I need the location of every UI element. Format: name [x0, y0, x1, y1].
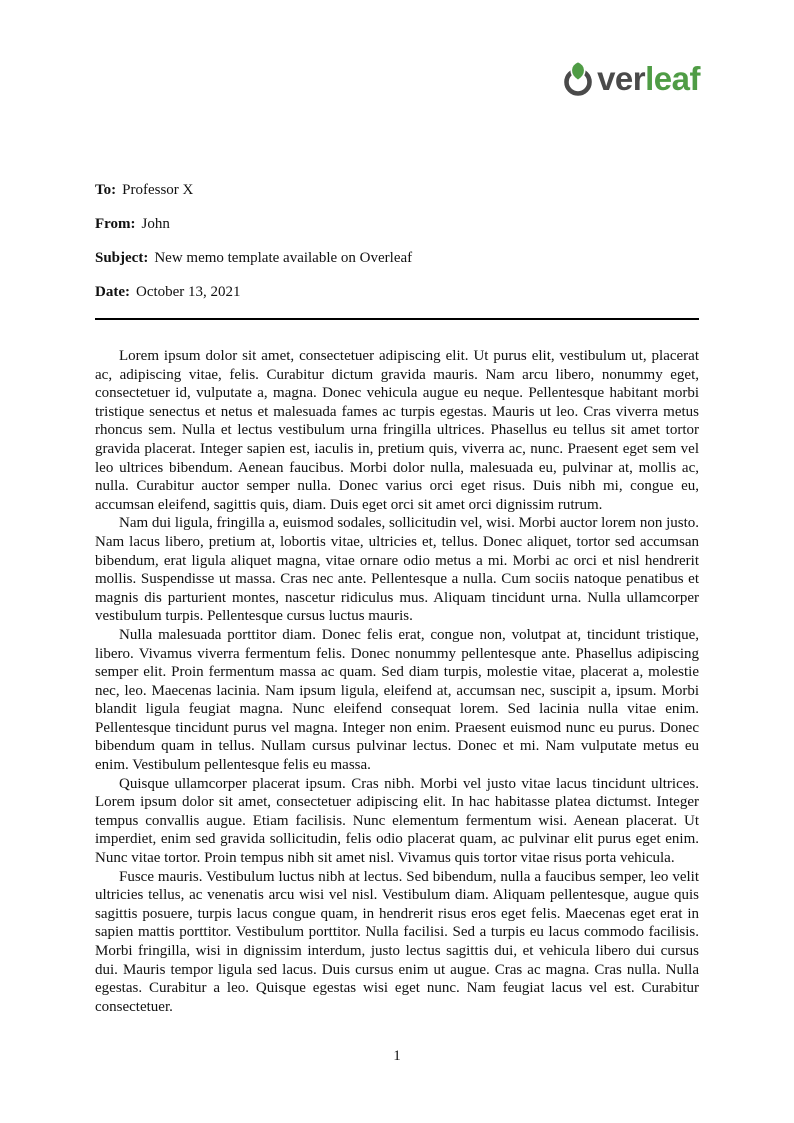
memo-content	[95, 182, 699, 1016]
overleaf-o-leaf-icon	[560, 60, 597, 97]
body-paragraph-5: Fusce mauris. Vestibulum luctus nibh at lectus. Sed bibendum, nulla a faucibus semper, leo velit ultricies tellus, ac venenatis arcu wisi vel nisl. Vestibulum diam. Aliquam pellentesque, augue quis sagittis posuere, turpis lacus congue quam, in hendrerit risus eros eget felis. Maecenas eget erat in sapien mattis porttitor. Vestibulum porttitor. Nulla facilisi. Sed a turpis eu lacus commodo facilisis. Morbi fringilla, wisi in dignissim interdum, justo lectus sagittis dui, et vehicula libero dui cursus dui. Mauris tempor ligula sed lacus. Duis cursus enim ut augue. Cras ac magna. Cras nulla. Nulla egestas. Curabitur a leo. Quisque egestas wisi eget nunc. Nam feugiat lacus vel est. Curabitur consectetuer.	[95, 868, 699, 1015]
memo-field-subject	[95, 250, 699, 267]
memo-field-subject-value: New memo template available on Overleaf	[154, 250, 413, 266]
memo-field-to-value: Professor X	[122, 182, 194, 198]
memo-header-fields	[95, 182, 699, 301]
memo-field-to	[95, 182, 699, 199]
memo-field-date	[95, 284, 699, 301]
memo-field-from	[95, 216, 699, 233]
memo-field-date-label: Date:	[95, 284, 130, 300]
overleaf-logo	[560, 60, 700, 97]
memo-body	[95, 347, 699, 1016]
memo-field-subject-label: Subject:	[95, 250, 149, 266]
body-paragraph-2: Nam dui ligula, fringilla a, euismod sodales, sollicitudin vel, wisi. Morbi auctor lorem non justo. Nam lacus libero, pretium at, lobortis vitae, ultricies et, tellus. Donec aliquet, tortor sed accumsan bibendum, erat ligula aliquet magna, vitae ornare odio metus a mi. Morbi ac orci et nisl hendrerit mollis. Suspendisse ut massa. Cras nec ante. Pellentesque a nulla. Cum sociis natoque penatibus et magnis dis parturient montes, nascetur ridiculus mus. Aliquam tincidunt urna. Nulla ullamcorper vestibulum turpis. Pellentesque cursus luctus mauris.	[95, 515, 699, 625]
header-divider-rule	[95, 318, 699, 320]
logo-text-green: leaf	[645, 60, 700, 97]
memo-field-from-label: From:	[95, 216, 136, 232]
memo-field-from-value: John	[141, 216, 170, 232]
body-paragraph-1: Lorem ipsum dolor sit amet, consectetuer adipiscing elit. Ut purus elit, vestibulum ut, placerat ac, adipiscing vitae, felis. Curabitur dictum gravida mauris. Nam arcu libero, nonummy eget, consectetuer id, vulputate a, magna. Donec vehicula augue eu neque. Pellentesque habitant morbi tristique senectus et netus et malesuada fames ac turpis egestas. Mauris ut leo. Cras viverra metus rhoncus sem. Nulla et lectus vestibulum urna fringilla ultrices. Phasellus eu tellus sit amet tortor gravida placerat. Integer sapien est, iaculis in, pretium quis, viverra ac, nunc. Praesent eget sem vel leo ultrices bibendum. Aenean faucibus. Morbi dolor nulla, malesuada eu, pulvinar at, mollis ac, nulla. Curabitur auctor semper nulla. Donec varius orci eget risus. Duis nibh mi, congue eu, accumsan eleifend, sagittis quis, diam. Duis eget orci sit amet orci dignissim rutrum.	[95, 348, 699, 513]
body-paragraph-4: Quisque ullamcorper placerat ipsum. Cras nibh. Morbi vel justo vitae lacus tincidunt ultrices. Lorem ipsum dolor sit amet, consectetuer adipiscing elit. In hac habitasse platea dictumst. Integer tempus convallis augue. Etiam facilisis. Nunc elementum fermentum wisi. Aenean placerat. Ut imperdiet, enim sed gravida sollicitudin, felis odio placerat quam, ac pulvinar elit purus eget enim. Nunc vitae tortor. Proin tempus nibh sit amet nisl. Vivamus quis tortor vitae risus porta vehicula.	[95, 775, 699, 867]
memo-field-date-value: October 13, 2021	[135, 284, 241, 300]
logo-text-gray: ver	[597, 60, 646, 97]
body-paragraph-3: Nulla malesuada porttitor diam. Donec felis erat, congue non, volutpat at, tincidunt tristique, libero. Vivamus viverra fermentum felis. Donec nonummy pellentesque ante. Phasellus adipiscing semper elit. Proin fermentum massa ac quam. Sed diam turpis, molestie vitae, placerat a, molestie nec, leo. Maecenas lacinia. Nam ipsum ligula, eleifend at, accumsan nec, suscipit a, ipsum. Morbi blandit ligula feugiat magna. Nunc eleifend consequat lorem. Sed lacinia nulla vitae enim. Pellentesque tincidunt purus vel magna. Integer non enim. Praesent euismod nunc eu purus. Donec bibendum quam in tellus. Nullam cursus pulvinar lectus. Donec et mi. Nam vulputate metus eu enim. Vestibulum pellentesque felis eu massa.	[95, 626, 699, 774]
page-number: 1	[393, 1048, 401, 1064]
logo-row	[0, 0, 794, 102]
memo-field-to-label: To:	[95, 182, 117, 198]
